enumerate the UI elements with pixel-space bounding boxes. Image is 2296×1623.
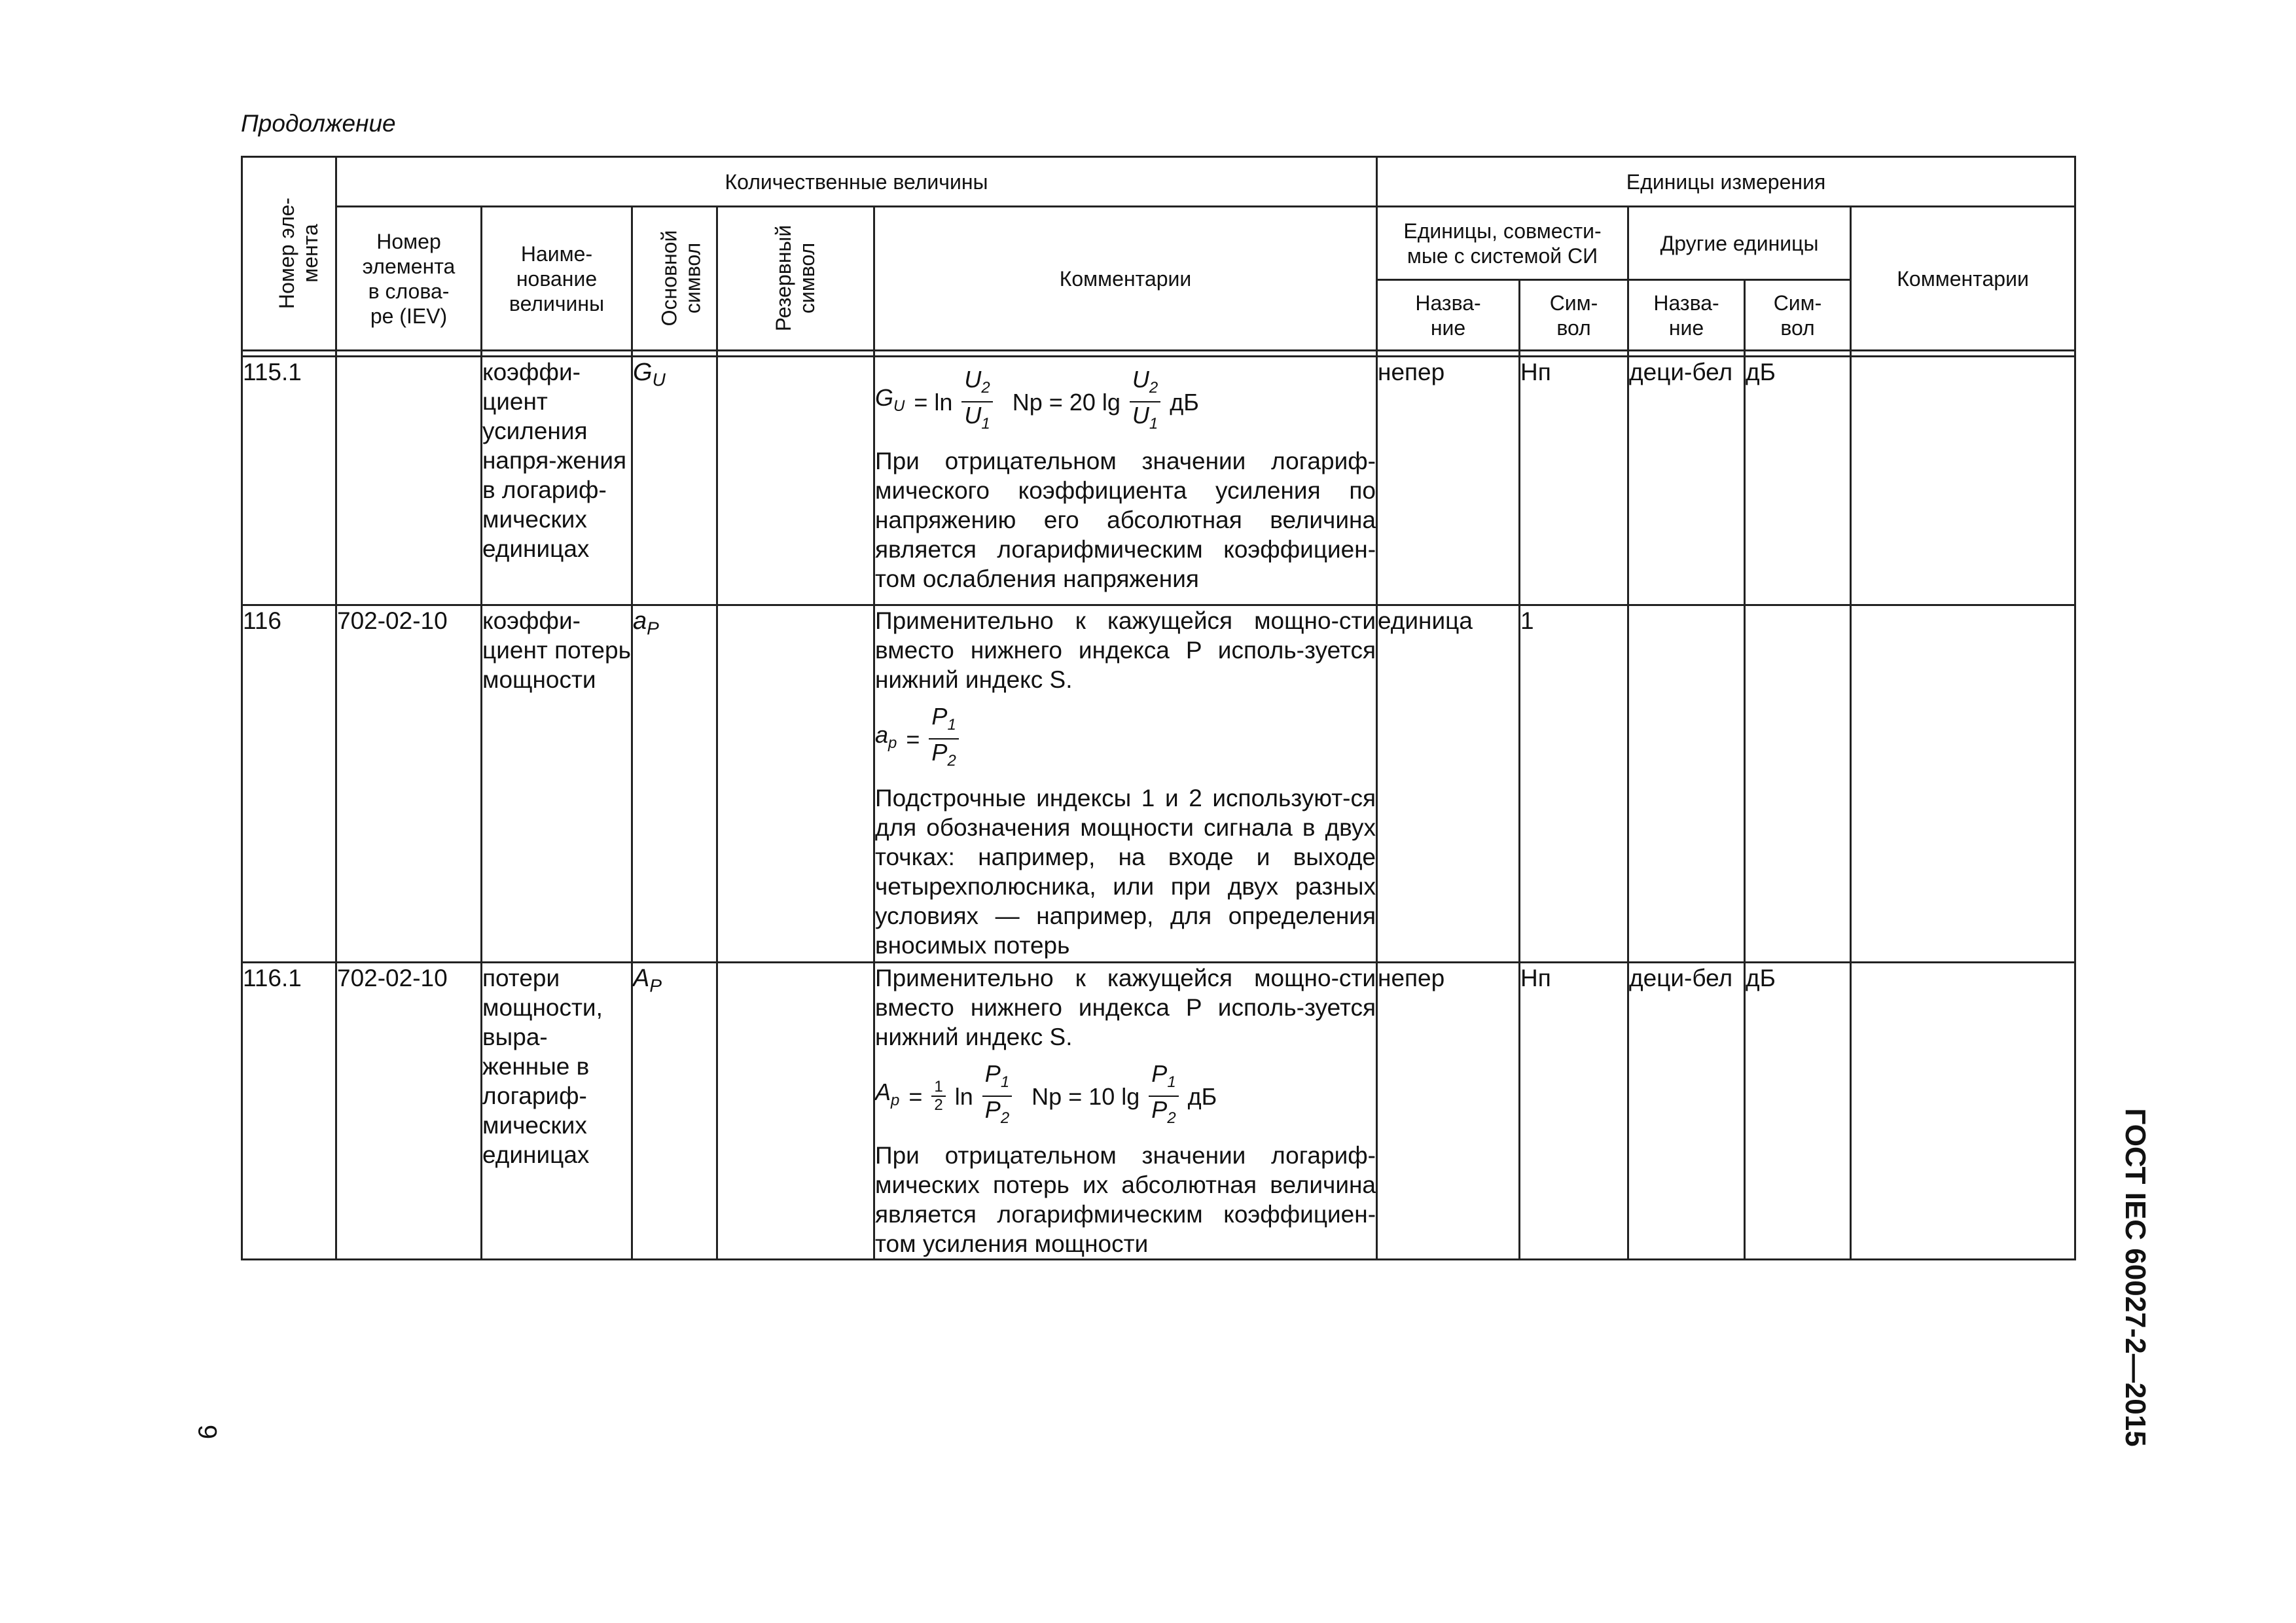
row-symbol: $G_U$ <box>632 357 717 605</box>
header-si-units: Единицы, совмести- мые с системой СИ <box>1377 207 1628 280</box>
header-element-no-text: Номер эле- мента <box>275 197 323 310</box>
header-other-name: Назва- ние <box>1628 280 1745 351</box>
comment-text-before: Применительно к кажущейся мощно-сти вместо нижнего индекса P исполь-зуется нижний индекс S. <box>875 965 1376 1050</box>
row-reserve <box>717 357 874 605</box>
header-comments: Комментарии <box>874 207 1377 351</box>
document-side-title <box>2109 1108 2161 1447</box>
header-units: Единицы измерения <box>1377 157 2075 207</box>
row-iev: 702-02-10 <box>336 605 482 963</box>
header-reserve-symbol <box>717 207 874 351</box>
header-reserve-symbol-text: Резервный символ <box>772 224 819 332</box>
table-row <box>242 605 2075 963</box>
row-no: 116 <box>242 605 336 963</box>
header-main-symbol-text: Основной символ <box>657 230 705 327</box>
table-row <box>242 963 2075 1260</box>
row-unit-comment <box>1851 963 2075 1260</box>
row-reserve <box>717 963 874 1260</box>
table-row <box>242 357 2075 605</box>
row-symbol: $a_P$ <box>632 605 717 963</box>
row-iev <box>336 357 482 605</box>
header-si-symbol: Сим- вол <box>1520 280 1628 351</box>
header-other-units: Другие единицы <box>1628 207 1851 280</box>
quantities-table <box>241 156 2076 1260</box>
row-name: коэффи-циент усиления напря-жения в логариф-мических единицах <box>482 357 632 605</box>
header-quantities: Количественные величины <box>336 157 1377 207</box>
row-name: коэффи-циент потерь мощности <box>482 605 632 963</box>
row-si-name: непер <box>1377 963 1520 1260</box>
formula: $G_U$ = ln $\frac{U_2}{U_1}$ Np = 20 lg $\frac{U_2}{U_1}$ дБ <box>875 366 1199 433</box>
row-other-name: деци-бел <box>1628 963 1745 1260</box>
row-other-name <box>1628 605 1745 963</box>
row-other-symbol: дБ <box>1745 963 1851 1260</box>
row-other-symbol: дБ <box>1745 357 1851 605</box>
header-units-comments: Комментарии <box>1851 207 2075 351</box>
document-side-title-text: ГОСТ IEC 60027-2—2015 <box>2119 1108 2151 1447</box>
row-iev: 702-02-10 <box>336 963 482 1260</box>
header-quantity-name: Наиме- нование величины <box>482 207 632 351</box>
row-unit-comment <box>1851 357 2075 605</box>
comment-text: При отрицательном значении логариф-мического коэффициента усиления по напряжению его абсолютная величина является логарифмическим коэффициен-том ослабления напряжения <box>875 448 1376 593</box>
row-other-name: деци-бел <box>1628 357 1745 605</box>
comment-text-before: Применительно к кажущейся мощно-сти вместо нижнего индекса P исполь-зуется нижний индекс S. <box>875 607 1376 693</box>
row-symbol: $A_P$ <box>632 963 717 1260</box>
row-comment <box>874 605 1377 963</box>
row-reserve <box>717 605 874 963</box>
header-separator <box>242 351 2075 357</box>
page-number-text: 9 <box>192 1424 222 1440</box>
page-number <box>194 1412 220 1452</box>
formula: $A_p$ = $\frac{1}{2}$ ln $\frac{P_1}{P_2}$ Np = 10 lg $\frac{P_1}{P_2}$ дБ <box>875 1060 1217 1128</box>
header-si-name: Назва- ние <box>1377 280 1520 351</box>
row-no: 115.1 <box>242 357 336 605</box>
row-si-name: единица <box>1377 605 1520 963</box>
header-main-symbol <box>632 207 717 351</box>
row-unit-comment <box>1851 605 2075 963</box>
formula: $a_p$ = $\frac{P_1}{P_2}$ <box>875 704 1376 774</box>
continuation-label: Продолжение <box>241 110 396 137</box>
header-other-symbol: Сим- вол <box>1745 280 1851 351</box>
row-comment <box>874 357 1377 605</box>
row-name: потери мощности, выра-женные в логариф-мических единицах <box>482 963 632 1260</box>
row-si-symbol: Нп <box>1520 357 1628 605</box>
row-si-name: непер <box>1377 357 1520 605</box>
row-si-symbol: Нп <box>1520 963 1628 1260</box>
header-iev-no: Номер элемента в слова- ре (IEV) <box>336 207 482 351</box>
header-element-no <box>242 157 336 351</box>
row-comment <box>874 963 1377 1260</box>
row-si-symbol: 1 <box>1520 605 1628 963</box>
comment-text: При отрицательном значении логариф-мических потерь их абсолютная величина является логарифмическим коэффициен-том усиления мощности <box>875 1142 1376 1258</box>
comment-text: Подстрочные индексы 1 и 2 используют-ся для обозначения мощности сигнала в двух точках: например, на входе и выходе четырехполюсника, или при двух разных условиях — например, для определения вносимых потерь <box>875 785 1376 959</box>
row-other-symbol <box>1745 605 1851 963</box>
row-no: 116.1 <box>242 963 336 1260</box>
